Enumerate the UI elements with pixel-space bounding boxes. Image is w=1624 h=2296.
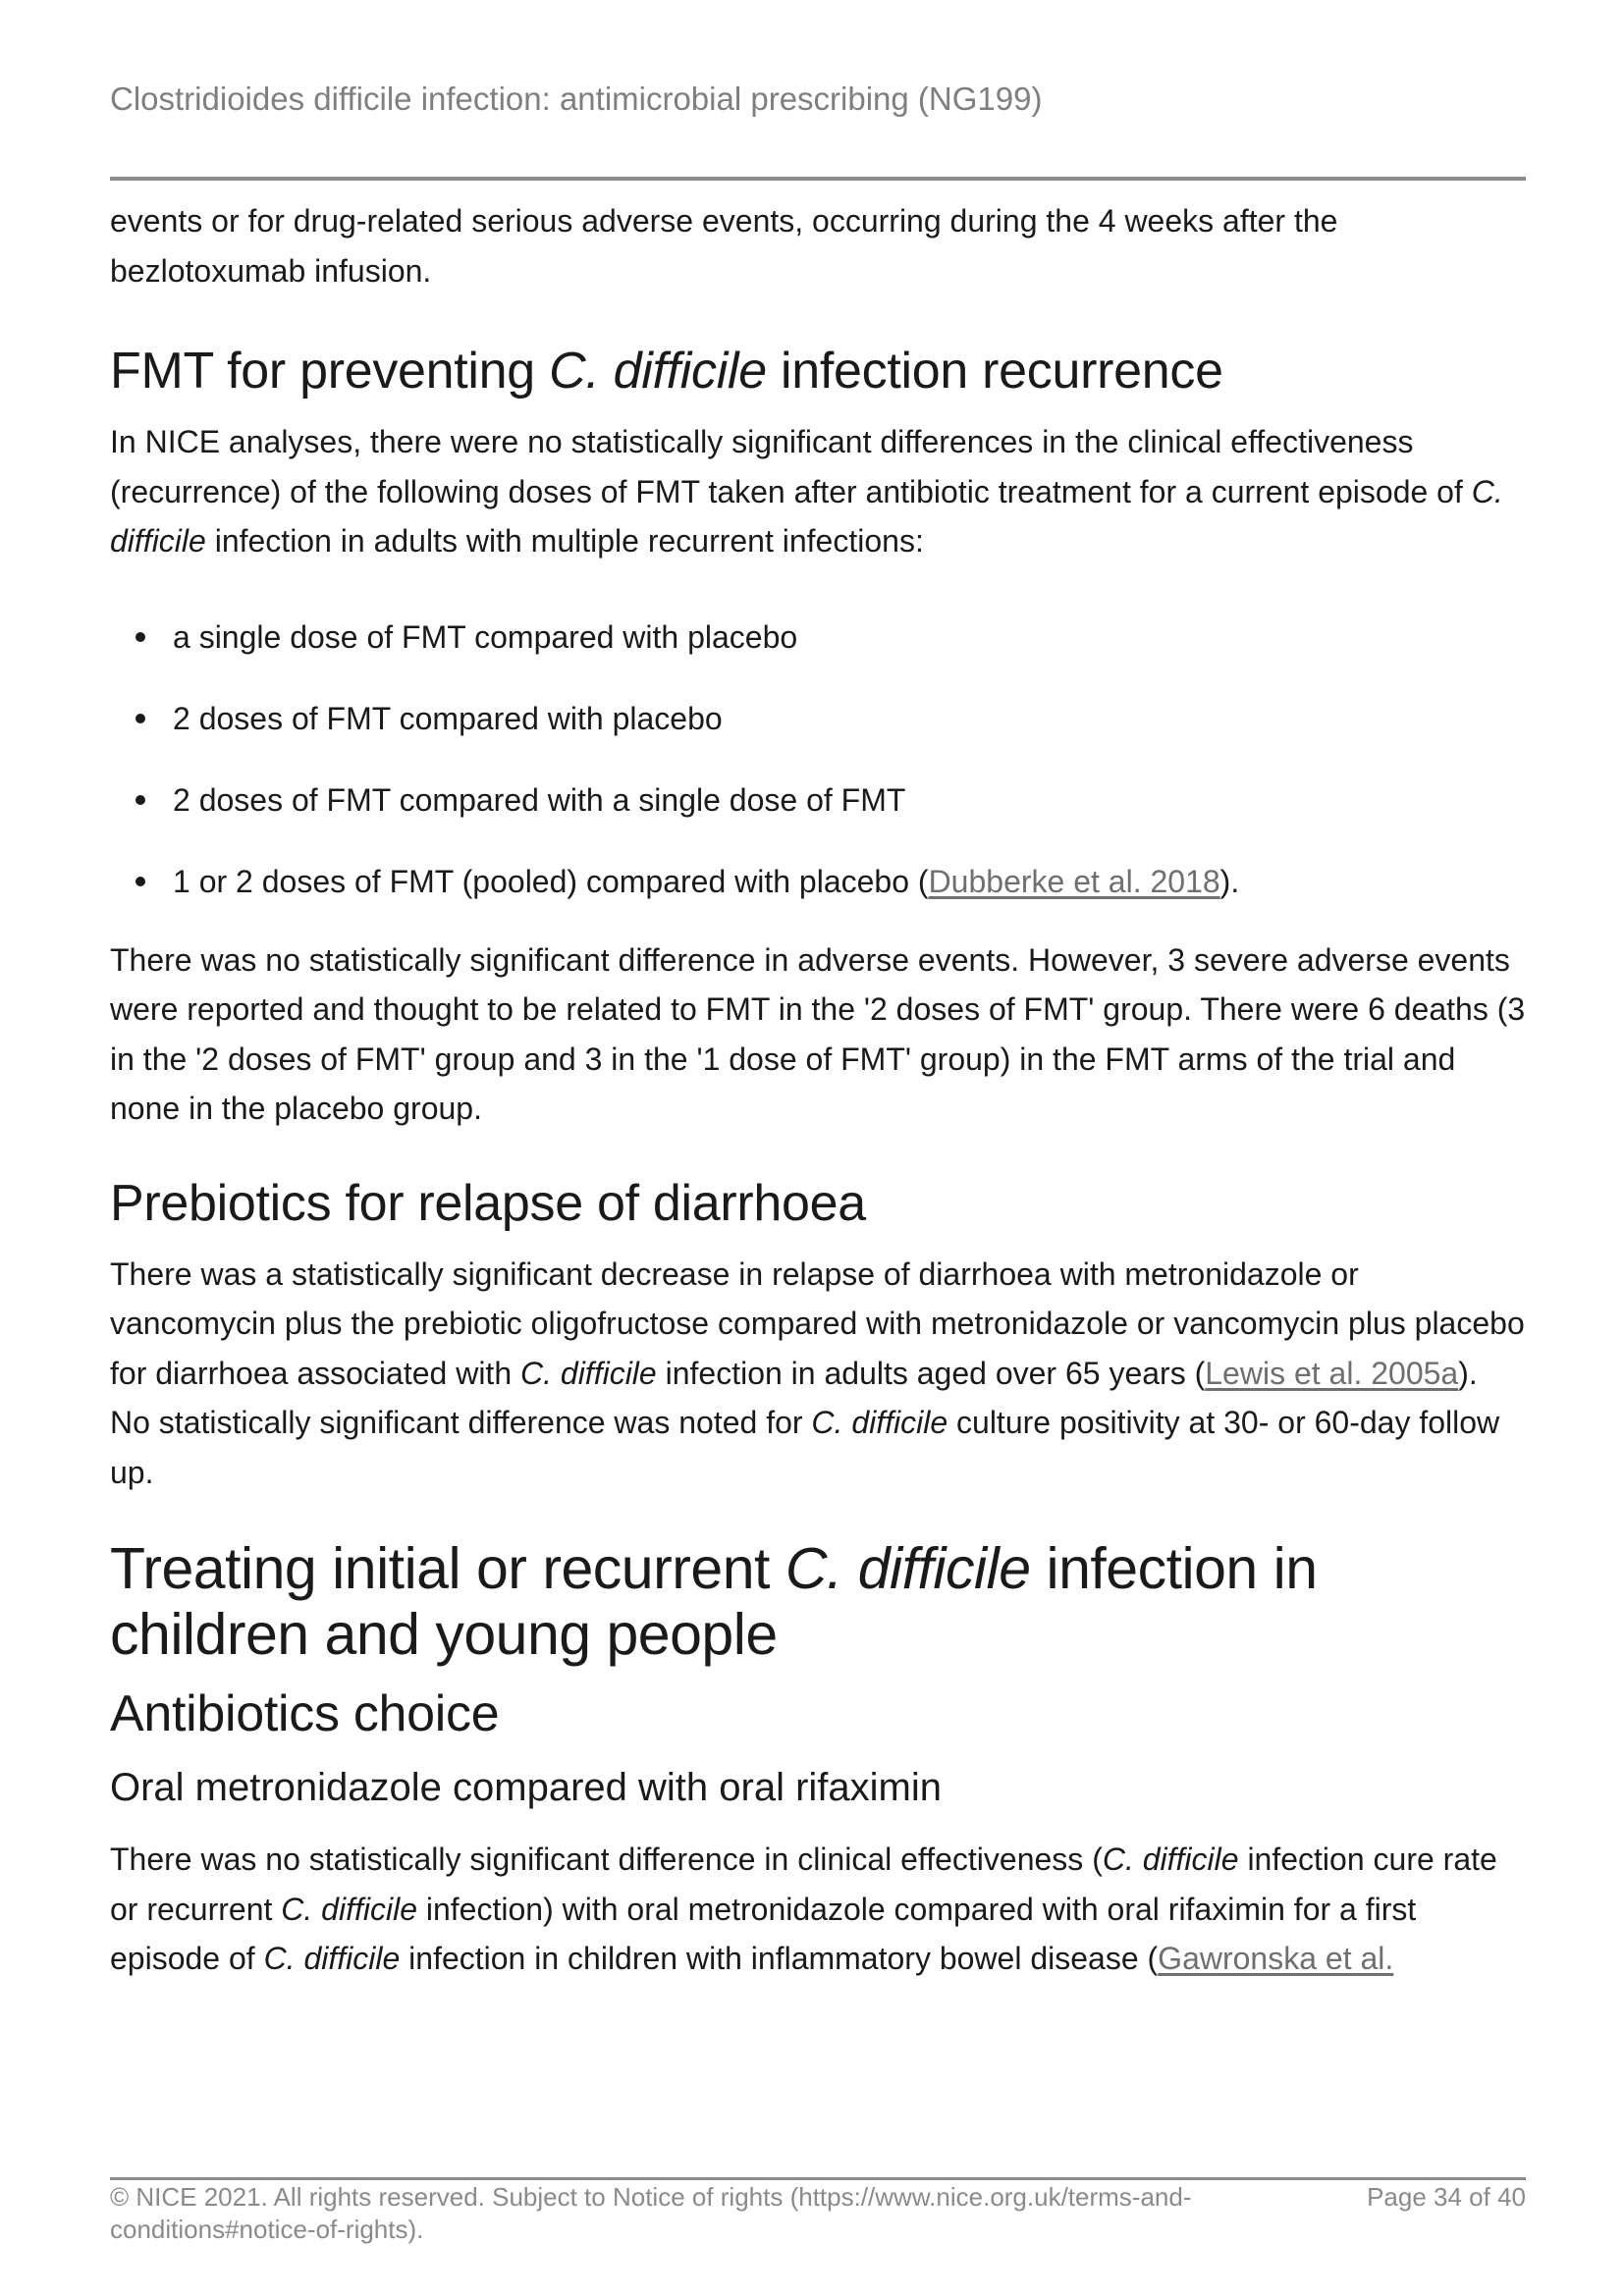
fmt-heading [110,339,1526,403]
list-item [110,775,1526,825]
prebiotics-paragraph [110,1250,1526,1498]
dubberke-reference-link[interactable]: Dubberke et al. 2018 [928,863,1220,899]
list-item-text: 1 or 2 doses of FMT (pooled) compared with placebo ( [173,863,929,899]
page-header-title: Clostridioides difficile infection: antimicrobial prescribing (NG199) [110,80,1043,117]
list-item-text: 2 doses of FMT compared with a single dose of FMT [173,781,906,818]
metronidazole-rifaximin-heading: Oral metronidazole compared with oral rifaximin [110,1766,942,1809]
prebiotics-italic-1: C. difficile [520,1355,657,1391]
lewis-reference-link[interactable]: Lewis et al. 2005a [1205,1355,1459,1391]
children-paragraph [110,1835,1526,1984]
prebiotics-text-b: infection in adults aged over 65 years ( [656,1355,1206,1391]
fmt-para1-italic: C. difficile [110,473,1503,559]
prebiotics-text-c: ). No statistically significant difference was noted for [110,1355,1478,1440]
list-item-text: a single dose of FMT compared with placebo [173,618,798,655]
prebiotics-text-a: There was a statistically significant decrease in relapse of diarrhoea with metronidazole or vancomycin plus the prebiotic oligofructose compared with metronidazole or vancomycin plus placebo for diarrhoea associated with [110,1255,1525,1391]
list-item-text: 2 doses of FMT compared with placebo [173,700,723,736]
antibiotics-choice-heading: Antibiotics choice [110,1685,500,1742]
intro-paragraph: events or for drug-related serious adverse events, occurring during the 4 weeks after the bezlotoxumab infusion. [110,203,1338,289]
children-text-a: There was no statistically significant difference in clinical effectiveness ( [110,1842,1103,1877]
list-item-text-end: ). [1219,863,1240,899]
children-heading-italic: C. difficile [785,1536,1031,1601]
gawronska-reference-link[interactable]: Gawronska et al. [1158,1941,1394,1976]
list-item [110,857,1526,906]
prebiotics-heading: Prebiotics for relapse of diarrhoea [110,1174,866,1232]
footer-divider [110,2177,1526,2180]
children-italic-3: C. difficile [263,1941,401,1976]
fmt-paragraph-2: There was no statistically significant difference in adverse events. However, 3 severe adverse events were reported and thought to be related to FMT in the '2 doses of FMT' group. There were 6 deaths (3 in the '2 doses of FMT' group and 3 in the '1 dose of FMT' group) in the FMT arms of the trial and none in the placebo group. [110,941,1526,1126]
children-heading [110,1536,1526,1668]
footer-copyright: © NICE 2021. All rights reserved. Subject to Notice of rights (https://www.nice.org.uk/terms-and-conditions#notice-of-rights). [110,2182,1192,2244]
children-italic-1: C. difficile [1102,1842,1239,1877]
children-heading-post: infection in children and young people [110,1536,1318,1667]
fmt-heading-italic: C. difficile [549,343,767,400]
bullet-icon [135,877,145,886]
list-item [110,613,1526,662]
fmt-para1-text-end: infection in adults with multiple recurrent infections: [205,523,924,559]
fmt-dose-list [110,613,1526,906]
bullet-icon [135,632,145,642]
fmt-paragraph-1 [110,417,1526,566]
fmt-heading-pre: FMT for preventing [110,343,550,400]
children-italic-2: C. difficile [281,1891,417,1927]
fmt-heading-post: infection recurrence [766,343,1223,400]
bullet-icon [135,795,145,805]
fmt-para1-text: In NICE analyses, there were no statistically significant differences in the clinical effectiveness (recurrence) of the following doses of FMT taken after antibiotic treatment for a current episode of [110,424,1472,509]
children-text-c: infection) with oral metronidazole compared with oral rifaximin for a first episode of [110,1891,1417,1976]
footer-page-number: Page 34 of 40 [1367,2182,1526,2212]
list-item [110,694,1526,743]
children-heading-pre: Treating initial or recurrent [110,1536,785,1601]
header-divider [110,177,1526,181]
prebiotics-text-d: culture positivity at 30- or 60-day follow up. [110,1405,1500,1490]
children-text-d: infection in children with inflammatory bowel disease ( [400,1941,1159,1976]
prebiotics-italic-2: C. difficile [811,1405,948,1440]
bullet-icon [135,714,145,723]
page-content [110,196,1526,1984]
children-text-b: infection cure rate or recurrent [110,1842,1497,1927]
